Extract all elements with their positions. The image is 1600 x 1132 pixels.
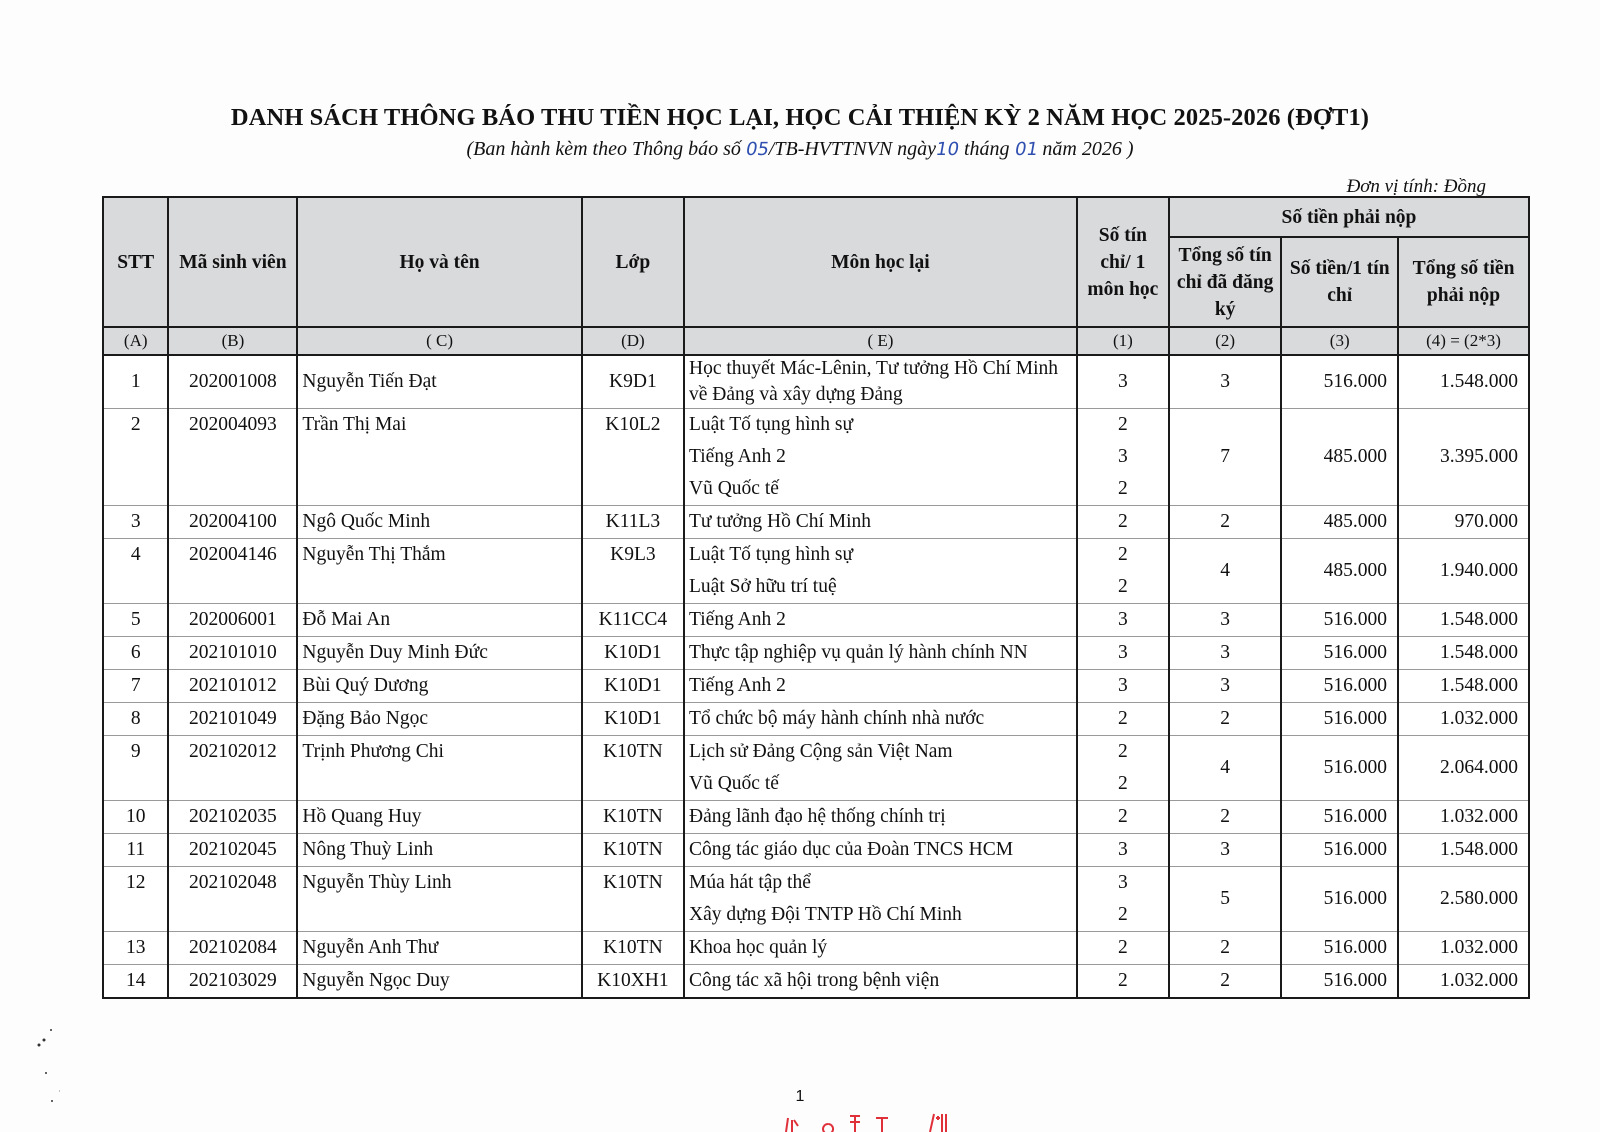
cell-fee-per-credit: 485.000 — [1281, 409, 1398, 506]
cell-total-credits: 3 — [1169, 637, 1282, 670]
cell-stt: 1 — [103, 355, 168, 409]
subject-item: Đảng lãnh đạo hệ thống chính trị — [689, 806, 946, 827]
header-credits-per-subject: Số tín chỉ/ 1 môn học — [1077, 197, 1169, 327]
subject-item: Múa hát tập thể — [689, 872, 811, 893]
cell-subjects — [684, 867, 1077, 932]
cell-full-name: Nguyễn Duy Minh Đức — [297, 637, 581, 670]
cell-total-fee: 1.940.000 — [1398, 539, 1529, 604]
cell-student-id: 202102012 — [168, 736, 297, 801]
cell-credits — [1077, 801, 1169, 834]
table-row — [103, 539, 1529, 604]
cell-subjects — [684, 506, 1077, 539]
subject-item: Vũ Quốc tế — [689, 773, 779, 794]
column-code: ( E) — [684, 327, 1077, 355]
header-full-name: Họ và tên — [297, 197, 581, 327]
cell-total-credits: 7 — [1169, 409, 1282, 506]
cell-full-name: Đặng Bảo Ngọc — [297, 703, 581, 736]
cell-total-fee: 2.580.000 — [1398, 867, 1529, 932]
cell-student-id: 202001008 — [168, 355, 297, 409]
cell-credits — [1077, 409, 1169, 506]
cell-class: K10D1 — [582, 637, 684, 670]
cell-stt: 6 — [103, 637, 168, 670]
column-code: (3) — [1281, 327, 1398, 355]
subject-item: Tiếng Anh 2 — [689, 609, 786, 630]
cell-total-credits: 2 — [1169, 801, 1282, 834]
cell-total-credits: 5 — [1169, 867, 1282, 932]
cell-total-credits: 2 — [1169, 703, 1282, 736]
cell-credits — [1077, 637, 1169, 670]
cell-class: K11L3 — [582, 506, 684, 539]
cell-class: K10TN — [582, 801, 684, 834]
subject-item: Luật Sở hữu trí tuệ — [689, 576, 837, 597]
subject-item: Học thuyết Mác-Lênin, Tư tưởng Hồ Chí Minh về Đảng và xây dựng Đảng — [689, 358, 1059, 405]
subject-item: Tổ chức bộ máy hành chính nhà nước — [689, 708, 985, 729]
cell-stt: 2 — [103, 409, 168, 506]
cell-full-name: Hồ Quang Huy — [297, 801, 581, 834]
cell-credits — [1077, 965, 1169, 999]
scan-specks — [20, 1025, 60, 1105]
table-row — [103, 932, 1529, 965]
handwritten-day: 10 — [934, 139, 961, 160]
cell-credits — [1077, 932, 1169, 965]
cell-total-fee: 1.548.000 — [1398, 670, 1529, 703]
cell-total-credits: 3 — [1169, 355, 1282, 409]
table-row — [103, 355, 1529, 409]
cell-credits — [1077, 506, 1169, 539]
table-row — [103, 409, 1529, 506]
table-row — [103, 670, 1529, 703]
cell-fee-per-credit: 516.000 — [1281, 834, 1398, 867]
cell-credits — [1077, 736, 1169, 801]
cell-full-name: Bùi Quý Dương — [297, 670, 581, 703]
cell-credits — [1077, 703, 1169, 736]
cell-total-fee: 3.395.000 — [1398, 409, 1529, 506]
credit-item: 2 — [1117, 544, 1128, 565]
cell-fee-per-credit: 516.000 — [1281, 932, 1398, 965]
cell-fee-per-credit: 516.000 — [1281, 867, 1398, 932]
subtitle-prefix: (Ban hành kèm theo Thông báo số — [466, 138, 741, 160]
cell-stt: 9 — [103, 736, 168, 801]
credit-item: 2 — [1117, 414, 1128, 435]
subtitle-code: /TB-HVTTNVN ngày — [768, 138, 937, 160]
credit-item: 2 — [1117, 904, 1128, 925]
cell-fee-per-credit: 485.000 — [1281, 506, 1398, 539]
subject-item: Công tác giáo dục của Đoàn TNCS HCM — [689, 839, 1014, 860]
cell-full-name: Trịnh Phương Chi — [297, 736, 581, 801]
cell-full-name: Đỗ Mai An — [297, 604, 581, 637]
subtitle-year: năm 2026 ) — [1042, 138, 1134, 160]
cell-student-id: 202102045 — [168, 834, 297, 867]
subject-item: Luật Tố tụng hình sự — [689, 414, 854, 435]
table-row — [103, 834, 1529, 867]
table-row — [103, 801, 1529, 834]
column-code: (D) — [582, 327, 684, 355]
credit-item: 2 — [1117, 937, 1128, 958]
column-code: (A) — [103, 327, 168, 355]
header-class: Lớp — [582, 197, 684, 327]
subject-item: Xây dựng Đội TNTP Hồ Chí Minh — [689, 904, 962, 925]
handwritten-notice-number: 05 — [744, 139, 771, 160]
document-subtitle — [0, 138, 1600, 161]
cell-total-fee: 1.032.000 — [1398, 703, 1529, 736]
cell-full-name: Nông Thuỳ Linh — [297, 834, 581, 867]
fee-table — [102, 196, 1530, 999]
document-title: DANH SÁCH THÔNG BÁO THU TIỀN HỌC LẠI, HỌC CẢI THIỆN KỲ 2 NĂM HỌC 2025-2026 (ĐỢT1) — [230, 104, 1370, 131]
table-row — [103, 637, 1529, 670]
cell-student-id: 202101010 — [168, 637, 297, 670]
cell-total-fee: 1.032.000 — [1398, 801, 1529, 834]
cell-subjects — [684, 834, 1077, 867]
table-row — [103, 506, 1529, 539]
cell-stt: 4 — [103, 539, 168, 604]
credit-item: 2 — [1117, 773, 1128, 794]
cell-fee-per-credit: 516.000 — [1281, 604, 1398, 637]
credit-item: 3 — [1117, 609, 1128, 630]
cell-stt: 10 — [103, 801, 168, 834]
cell-class: K9D1 — [582, 355, 684, 409]
cell-total-credits: 3 — [1169, 834, 1282, 867]
cell-total-credits: 2 — [1169, 965, 1282, 999]
cell-class: K10TN — [582, 932, 684, 965]
cell-subjects — [684, 703, 1077, 736]
cell-subjects — [684, 355, 1077, 409]
credit-item: 3 — [1117, 642, 1128, 663]
table-row — [103, 604, 1529, 637]
cell-class: K10TN — [582, 736, 684, 801]
cell-total-fee: 1.032.000 — [1398, 932, 1529, 965]
handwritten-month: 01 — [1012, 139, 1040, 160]
column-code: (4) = (2*3) — [1398, 327, 1529, 355]
subject-item: Công tác xã hội trong bệnh viện — [689, 970, 940, 991]
cell-student-id: 202103029 — [168, 965, 297, 999]
cell-full-name: Nguyễn Thị Thắm — [297, 539, 581, 604]
table-row — [103, 867, 1529, 932]
cell-stt: 8 — [103, 703, 168, 736]
cell-student-id: 202004146 — [168, 539, 297, 604]
subject-item: Luật Tố tụng hình sự — [689, 544, 854, 565]
cell-fee-per-credit: 516.000 — [1281, 637, 1398, 670]
cell-subjects — [684, 409, 1077, 506]
header-amount-group: Số tiền phải nộp — [1169, 197, 1529, 237]
subject-item: Lịch sử Đảng Cộng sản Việt Nam — [689, 741, 953, 762]
cell-fee-per-credit: 516.000 — [1281, 355, 1398, 409]
cell-total-fee: 1.548.000 — [1398, 355, 1529, 409]
cell-student-id: 202102035 — [168, 801, 297, 834]
cell-credits — [1077, 539, 1169, 604]
header-total-fee: Tổng số tiền phải nộp — [1398, 237, 1529, 327]
cell-subjects — [684, 932, 1077, 965]
cell-full-name: Nguyễn Ngọc Duy — [297, 965, 581, 999]
credit-item: 2 — [1117, 576, 1128, 597]
cell-subjects — [684, 539, 1077, 604]
credit-item: 3 — [1117, 872, 1128, 893]
cell-fee-per-credit: 516.000 — [1281, 703, 1398, 736]
cell-total-credits: 2 — [1169, 932, 1282, 965]
credit-item: 2 — [1117, 970, 1128, 991]
cell-student-id: 202004093 — [168, 409, 297, 506]
cell-student-id: 202102084 — [168, 932, 297, 965]
credit-item: 3 — [1117, 446, 1128, 467]
column-code: ( C) — [297, 327, 581, 355]
cell-total-credits: 2 — [1169, 506, 1282, 539]
header-student-id: Mã sinh viên — [168, 197, 297, 327]
cell-total-fee: 1.548.000 — [1398, 604, 1529, 637]
credit-item: 2 — [1117, 708, 1128, 729]
cell-subjects — [684, 637, 1077, 670]
credit-item: 3 — [1117, 371, 1128, 392]
header-total-credits: Tổng số tín chỉ đã đăng ký — [1169, 237, 1282, 327]
cell-credits — [1077, 604, 1169, 637]
subject-item: Vũ Quốc tế — [689, 478, 779, 499]
cell-total-fee: 1.548.000 — [1398, 637, 1529, 670]
cell-subjects — [684, 801, 1077, 834]
cell-student-id: 202101049 — [168, 703, 297, 736]
red-seal-stamp — [780, 1112, 980, 1132]
cell-stt: 12 — [103, 867, 168, 932]
cell-full-name: Nguyễn Thùy Linh — [297, 867, 581, 932]
subject-item: Tư tưởng Hồ Chí Minh — [689, 511, 872, 532]
subject-item: Khoa học quản lý — [689, 937, 828, 958]
cell-stt: 3 — [103, 506, 168, 539]
cell-full-name: Ngô Quốc Minh — [297, 506, 581, 539]
cell-stt: 5 — [103, 604, 168, 637]
column-code: (B) — [168, 327, 297, 355]
cell-stt: 14 — [103, 965, 168, 999]
credit-item: 3 — [1117, 675, 1128, 696]
cell-credits — [1077, 867, 1169, 932]
column-code-row — [103, 327, 1529, 355]
cell-student-id: 202004100 — [168, 506, 297, 539]
cell-class: K9L3 — [582, 539, 684, 604]
header-fee-per-credit: Số tiền/1 tín chỉ — [1281, 237, 1398, 327]
cell-credits — [1077, 355, 1169, 409]
cell-class: K10TN — [582, 867, 684, 932]
cell-subjects — [684, 670, 1077, 703]
cell-stt: 7 — [103, 670, 168, 703]
page-number: 1 — [795, 1088, 805, 1105]
credit-item: 2 — [1117, 806, 1128, 827]
cell-total-credits: 4 — [1169, 539, 1282, 604]
cell-total-fee: 1.032.000 — [1398, 965, 1529, 999]
cell-class: K10L2 — [582, 409, 684, 506]
cell-fee-per-credit: 516.000 — [1281, 801, 1398, 834]
column-code: (1) — [1077, 327, 1169, 355]
credit-item: 3 — [1117, 839, 1128, 860]
cell-subjects — [684, 604, 1077, 637]
cell-credits — [1077, 670, 1169, 703]
fee-table-body — [103, 355, 1529, 998]
cell-student-id: 202006001 — [168, 604, 297, 637]
cell-fee-per-credit: 485.000 — [1281, 539, 1398, 604]
table-row — [103, 965, 1529, 999]
column-code: (2) — [1169, 327, 1282, 355]
cell-stt: 11 — [103, 834, 168, 867]
header-subject: Môn học lại — [684, 197, 1077, 327]
cell-full-name: Nguyễn Anh Thư — [297, 932, 581, 965]
cell-total-credits: 3 — [1169, 604, 1282, 637]
credit-item: 2 — [1117, 511, 1128, 532]
cell-fee-per-credit: 516.000 — [1281, 736, 1398, 801]
cell-subjects — [684, 965, 1077, 999]
cell-credits — [1077, 834, 1169, 867]
cell-class: K11CC4 — [582, 604, 684, 637]
cell-total-credits: 4 — [1169, 736, 1282, 801]
cell-full-name: Trần Thị Mai — [297, 409, 581, 506]
cell-total-fee: 970.000 — [1398, 506, 1529, 539]
cell-total-credits: 3 — [1169, 670, 1282, 703]
subject-item: Thực tập nghiệp vụ quản lý hành chính NN — [689, 642, 1028, 663]
cell-class: K10D1 — [582, 703, 684, 736]
subject-item: Tiếng Anh 2 — [689, 675, 786, 696]
cell-fee-per-credit: 516.000 — [1281, 670, 1398, 703]
credit-item: 2 — [1117, 478, 1128, 499]
cell-subjects — [684, 736, 1077, 801]
subject-item: Tiếng Anh 2 — [689, 446, 786, 467]
cell-full-name: Nguyễn Tiến Đạt — [297, 355, 581, 409]
cell-stt: 13 — [103, 932, 168, 965]
cell-student-id: 202101012 — [168, 670, 297, 703]
header-stt: STT — [103, 197, 168, 327]
cell-class: K10XH1 — [582, 965, 684, 999]
credit-item: 2 — [1117, 741, 1128, 762]
table-row — [103, 703, 1529, 736]
cell-class: K10D1 — [582, 670, 684, 703]
currency-unit-note: Đơn vị tính: Đồng — [1346, 176, 1486, 197]
table-row — [103, 736, 1529, 801]
cell-fee-per-credit: 516.000 — [1281, 965, 1398, 999]
subtitle-month-label: tháng — [963, 138, 1010, 160]
cell-total-fee: 2.064.000 — [1398, 736, 1529, 801]
cell-class: K10TN — [582, 834, 684, 867]
cell-student-id: 202102048 — [168, 867, 297, 932]
cell-total-fee: 1.548.000 — [1398, 834, 1529, 867]
